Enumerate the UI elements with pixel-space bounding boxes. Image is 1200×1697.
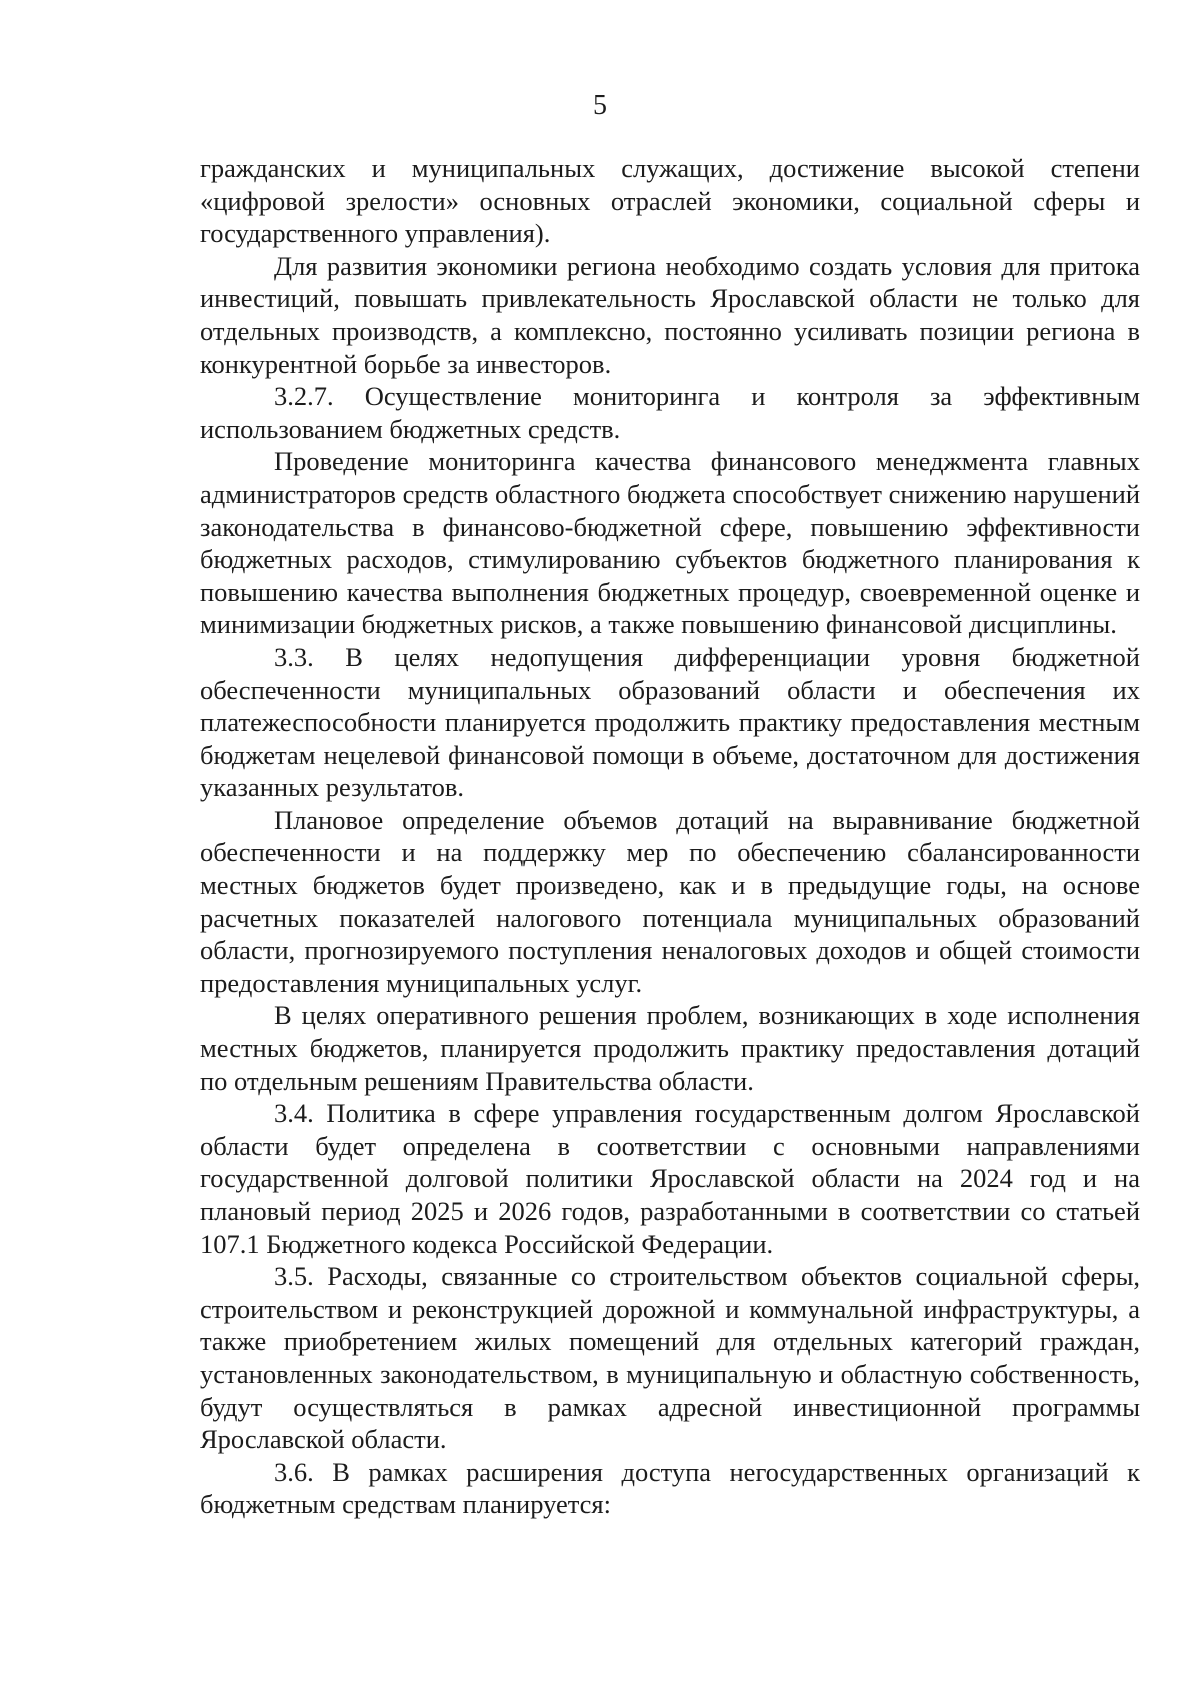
paragraph-continuation: гражданских и муниципальных служащих, достижение высокой степени «цифровой зрелости» основных отраслей экономики, социальной сферы и государственного управления).	[200, 153, 1140, 249]
paragraph-3-6: 3.6. В рамках расширения доступа негосударственных организаций к бюджетным средствам планируется:	[200, 1456, 1140, 1520]
paragraph-subsidies: Плановое определение объемов дотаций на выравнивание бюджетной обеспеченности и на поддержку мер по обеспечению сбалансированности местных бюджетов будет произведено, как и в предыдущие годы, на основе расчетных показателей налогового потенциала муниципальных образований области, прогнозируемого поступления неналоговых доходов и общей стоимости предоставления муниципальных услуг.	[200, 804, 1140, 998]
paragraph-3-3: 3.3. В целях недопущения дифференциации уровня бюджетной обеспеченности муниципальных образований области и обеспечения их платежеспособности планируется продолжить практику предоставления местным бюджетам нецелевой финансовой помощи в объеме, достаточном для достижения указанных результатов.	[200, 641, 1140, 803]
paragraph-3-4: 3.4. Политика в сфере управления государственным долгом Ярославской области будет определена в соответствии с основными направлениями государственной долговой политики Ярославской области на 2024 год и на плановый период 2025 и 2026 годов, разработанными в соответствии со статьей 107.1 Бюджетного кодекса Российской Федерации.	[200, 1098, 1140, 1259]
page-number: 5	[593, 90, 607, 121]
paragraph-operational: В целях оперативного решения проблем, возникающих в ходе исполнения местных бюджетов, планируется продолжить практику предоставления дотаций по отдельным решениям Правительства области.	[200, 1000, 1140, 1096]
paragraph-monitoring: Проведение мониторинга качества финансового менеджмента главных администраторов средств областного бюджета способствует снижению нарушений законодательства в финансово-бюджетной сфере, повышению эффективности бюджетных расходов, стимулированию субъектов бюджетного планирования к повышению качества выполнения бюджетных процедур, своевременной оценке и минимизации бюджетных рисков, а также повышению финансовой дисциплины.	[200, 446, 1141, 640]
document-body	[200, 152, 1140, 1521]
paragraph-3-2-7: 3.2.7. Осуществление мониторинга и контроля за эффективным использованием бюджетных средств.	[200, 381, 1140, 444]
paragraph-investment: Для развития экономики региона необходимо создать условия для притока инвестиций, повышать привлекательность Ярославской области не только для отдельных производств, а комплексно, постоянно усиливать позиции региона в конкурентной борьбе за инвесторов.	[200, 250, 1140, 379]
paragraph-3-5: 3.5. Расходы, связанные со строительством объектов социальной сферы, строительством и реконструкцией дорожной и коммунальной инфраструктуры, а также приобретением жилых помещений для отдельных категорий граждан, установленных законодательством, в муниципальную и областную собственность, будут осуществляться в рамках адресной инвестиционной программы Ярославской области.	[200, 1261, 1140, 1455]
